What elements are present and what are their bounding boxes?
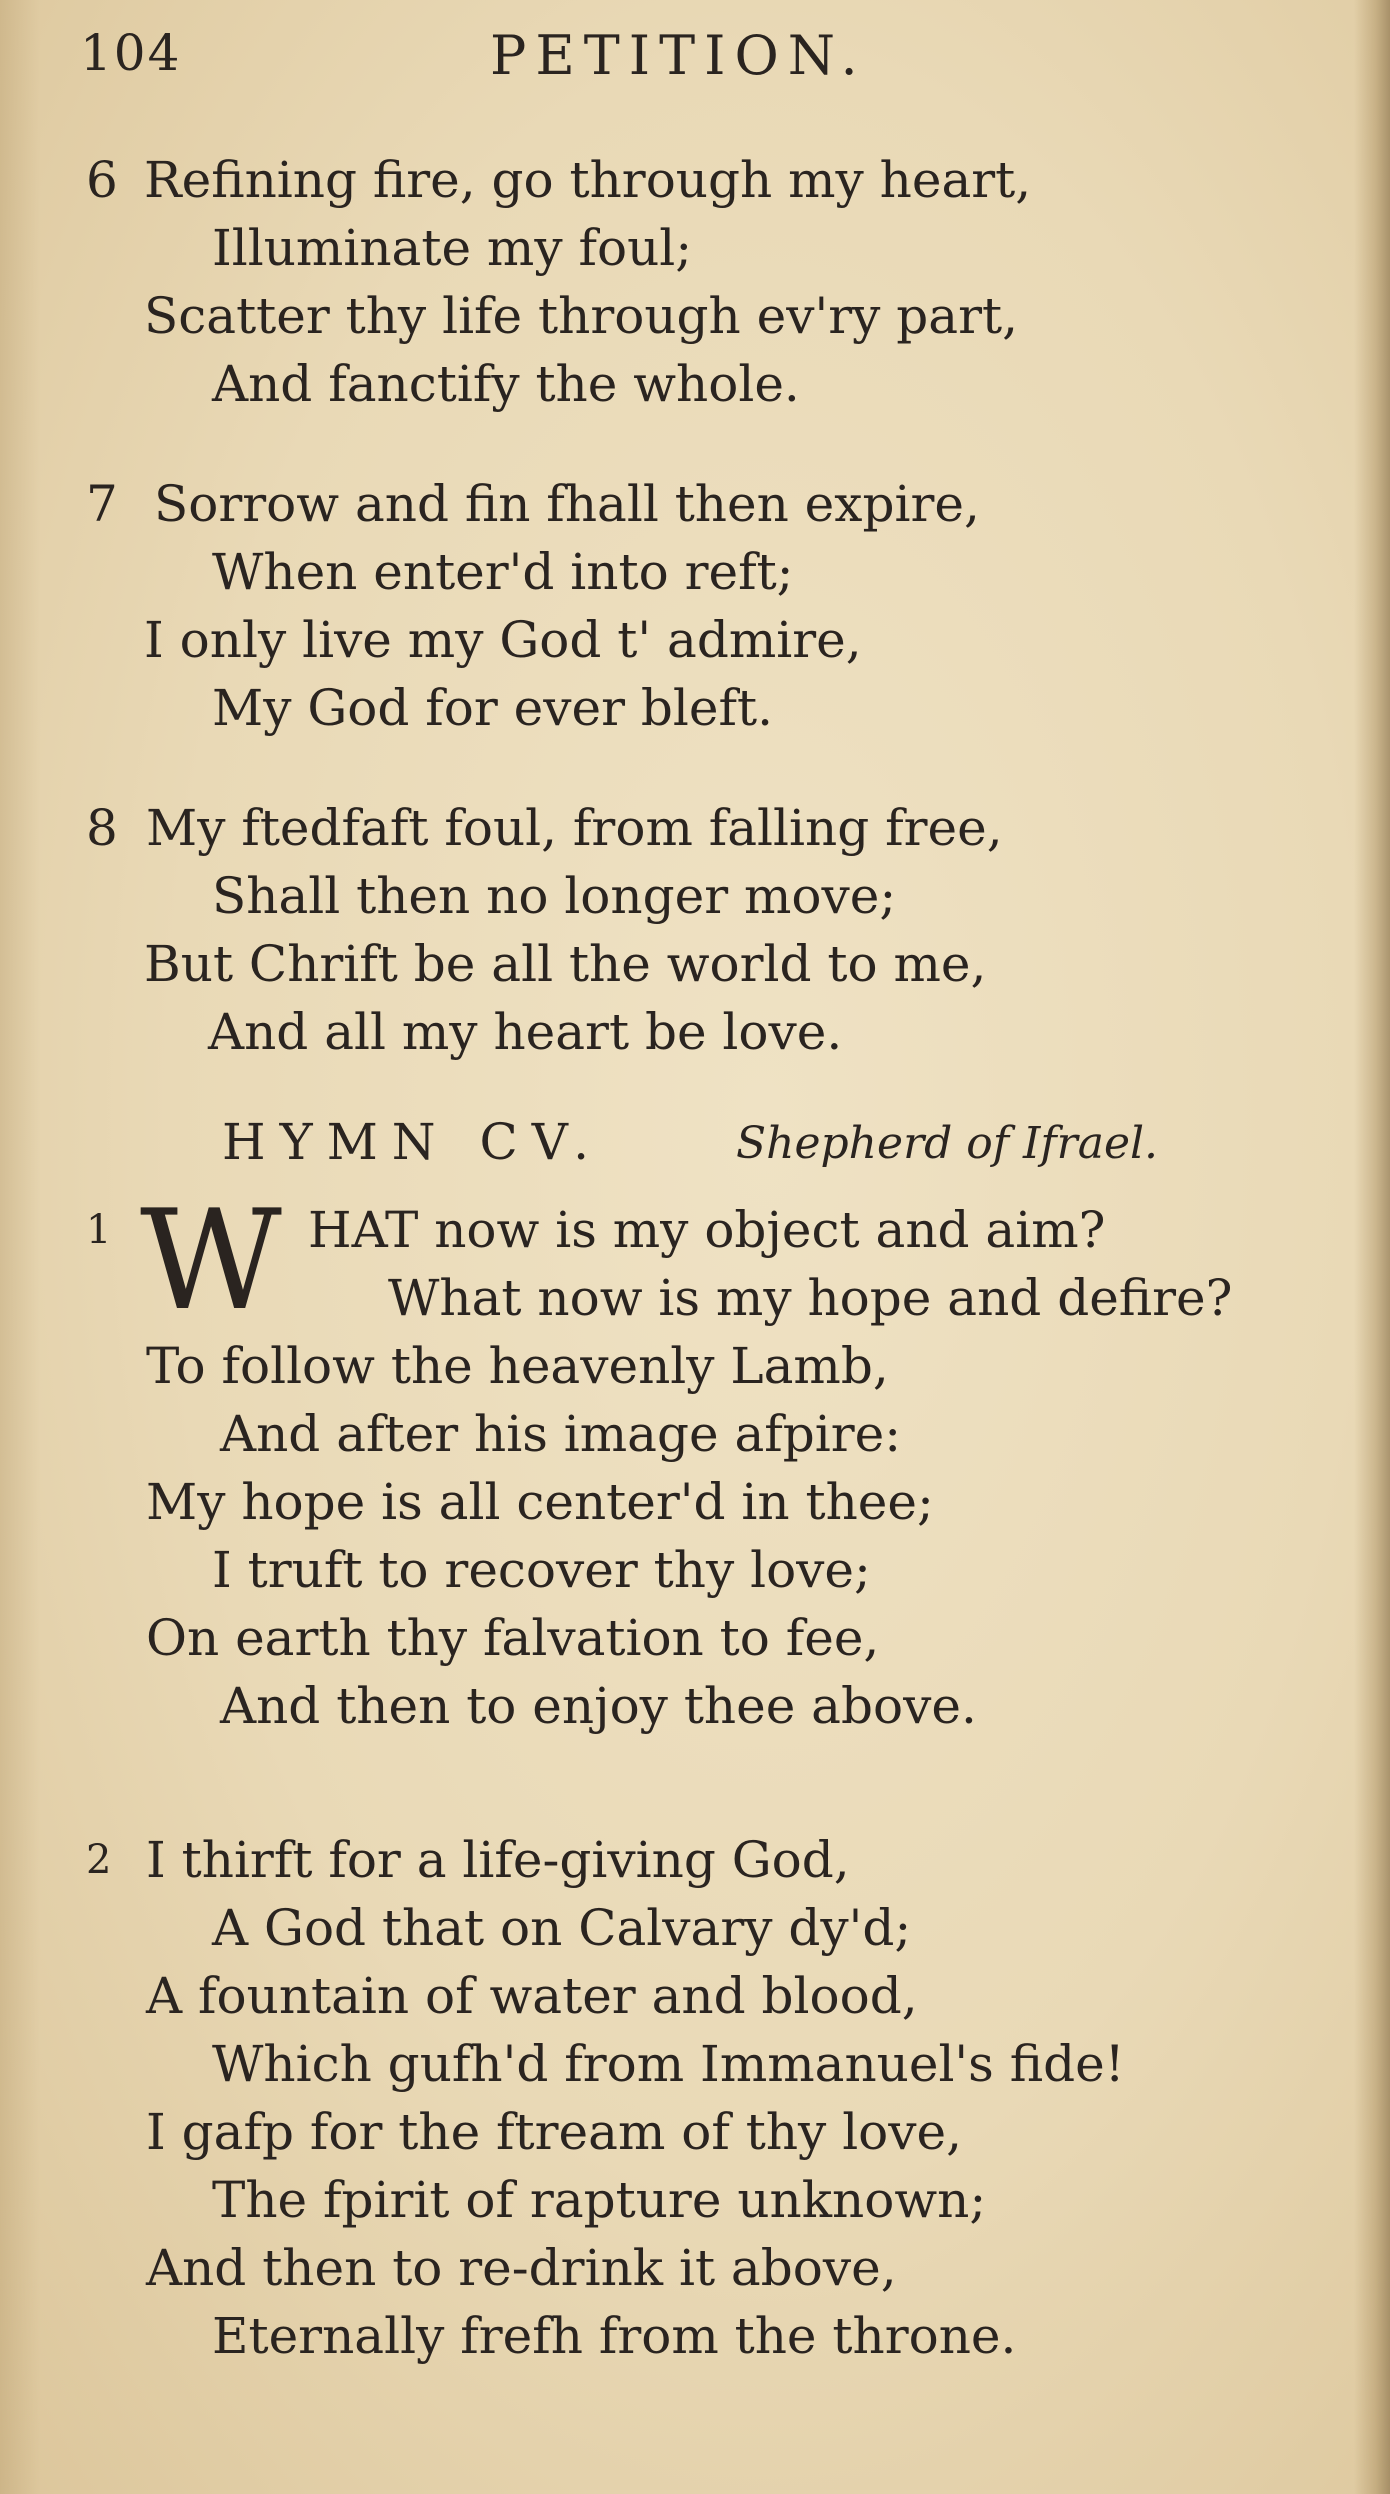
running-head: PETITION. — [490, 24, 867, 87]
verse-line: The fpirit of rapture unknown; — [212, 2171, 987, 2229]
verse-line: Sorrow and fin fhall then expire, — [154, 475, 980, 533]
verse-line: Refining fire, go through my heart, — [144, 151, 1032, 209]
verse-line: What now is my hope and defire? — [388, 1269, 1233, 1327]
hymn-heading — [0, 1112, 1340, 1182]
page-gutter-shadow — [0, 0, 40, 2494]
hymn-tune-name: Shepherd of Ifrael. — [736, 1118, 1159, 1169]
verse-line: And after his image afpire: — [220, 1405, 902, 1463]
verse-line: I only live my God t' admire, — [144, 611, 862, 669]
verse-line: On earth thy falvation to fee, — [146, 1609, 880, 1667]
verse-line: Illuminate my foul; — [212, 219, 693, 277]
verse-line: When enter'd into reft; — [212, 543, 794, 601]
page-header — [0, 24, 1390, 94]
verse-line: My God for ever bleft. — [212, 679, 773, 737]
verse-line: Eternally frefh from the throne. — [212, 2307, 1017, 2365]
verse-line: A fountain of water and blood, — [146, 1967, 918, 2025]
verse-line: Which gufh'd from Immanuel's fide! — [212, 2035, 1125, 2093]
verse-line: I thirft for a life-giving God, — [146, 1831, 850, 1889]
verse-line: I gafp for the ftream of thy love, — [146, 2103, 963, 2161]
verse-number: 7 — [86, 475, 118, 533]
drop-cap: W — [140, 1180, 282, 1341]
verse-line: And then to enjoy thee above. — [220, 1677, 977, 1735]
verse-line: And fanctify the whole. — [212, 355, 800, 413]
verse-line: And all my heart be love. — [208, 1003, 843, 1061]
verse-number: 1 — [86, 1207, 112, 1253]
page-edge-shadow — [1354, 0, 1390, 2494]
verse-line: But Chrift be all the world to me, — [144, 935, 987, 993]
verse-line: Scatter thy life through ev'ry part, — [144, 287, 1018, 345]
hymn-number: HYMN CV. — [222, 1113, 603, 1171]
verse-line: HAT now is my object and aim? — [308, 1201, 1106, 1259]
verse-line: To follow the heavenly Lamb, — [146, 1337, 889, 1395]
verse-line: I truft to recover thy love; — [212, 1541, 871, 1599]
verse-line: And then to re-drink it above, — [146, 2239, 897, 2297]
verse-line: My hope is all center'd in thee; — [146, 1473, 934, 1531]
verse-number: 8 — [86, 799, 118, 857]
verse-number: 6 — [86, 151, 118, 209]
verse-line: My ftedfaft foul, from falling free, — [146, 799, 1003, 857]
verse-number: 2 — [86, 1837, 112, 1883]
verse-line: A God that on Calvary dy'd; — [212, 1899, 912, 1957]
page-number: 104 — [80, 24, 182, 82]
verse-line: Shall then no longer move; — [212, 867, 897, 925]
